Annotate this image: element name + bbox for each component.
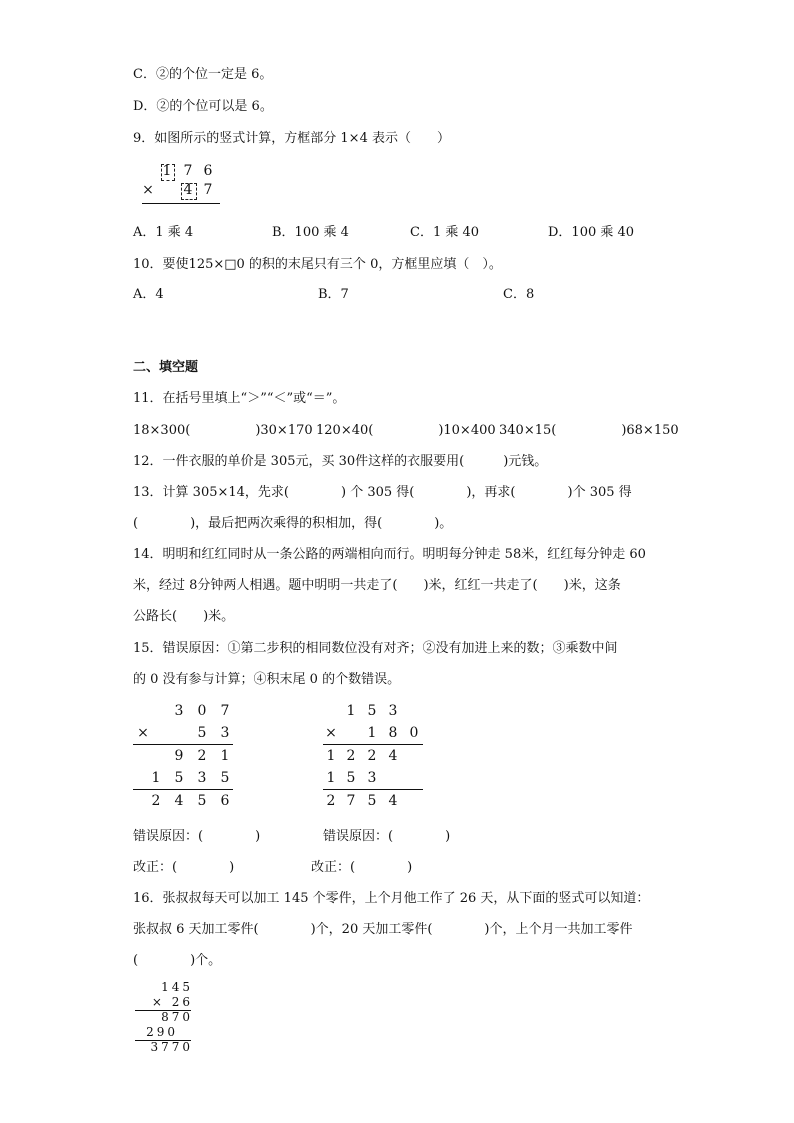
calc-digit: 1 bbox=[367, 725, 377, 741]
calc-rule bbox=[323, 744, 423, 745]
q15-fix-2: 改正：( ) bbox=[311, 860, 413, 875]
calc-digit: 3 bbox=[197, 770, 207, 786]
calc-digit: 2 bbox=[367, 748, 377, 764]
q10-option-b: B．7 bbox=[318, 287, 349, 302]
q10-option-a: A．4 bbox=[133, 287, 164, 302]
q9-digit: 7 bbox=[183, 163, 193, 179]
q11-stem: 11．在括号里填上“＞”“＜”或“＝”。 bbox=[133, 391, 346, 406]
calc-times-sign: × bbox=[325, 725, 337, 741]
calc-digit: 3 bbox=[174, 703, 184, 719]
calc-digit: 3 bbox=[367, 770, 377, 786]
q15-reason-1: 错误原因：( ) bbox=[133, 829, 261, 844]
q14-line-1: 14．明明和红红同时从一条公路的两端相向而行。明明每分钟走 58米，红红每分钟走 60 bbox=[133, 547, 646, 562]
q15-calc-2 bbox=[323, 702, 427, 812]
calc-times-sign: × bbox=[137, 725, 149, 741]
calc-digit: 5 bbox=[174, 770, 184, 786]
calc-rule bbox=[133, 789, 233, 790]
q13-line-1: 13．计算 305×14，先求( ) 个 305 得( )，再求( )个 305 得 bbox=[133, 485, 632, 500]
calc-row: 870 bbox=[161, 1010, 193, 1024]
calc-digit: 4 bbox=[388, 793, 398, 809]
q14-line-2: 米，经过 8分钟两人相遇。题中明明一共走了( )米，红红一共走了( )米，这条 bbox=[133, 578, 621, 593]
calc-row: 290 bbox=[146, 1025, 178, 1039]
q9-digit: 6 bbox=[203, 163, 213, 179]
q11-item-2: 120×40( )10×400 bbox=[316, 423, 496, 438]
q12-text: 12．一件衣服的单价是 305元，买 30件这样的衣服要用( )元钱。 bbox=[133, 454, 548, 469]
calc-digit: 5 bbox=[197, 793, 207, 809]
q9-option-d: D．100 乘 40 bbox=[548, 225, 635, 240]
calc-digit: 6 bbox=[220, 793, 230, 809]
calc-digit: 5 bbox=[367, 703, 377, 719]
calc-row: 145 bbox=[161, 980, 193, 994]
q15-calc-1 bbox=[133, 702, 237, 812]
calc-digit: 9 bbox=[174, 748, 184, 764]
calc-digit: 5 bbox=[346, 770, 356, 786]
calc-digit: 0 bbox=[197, 703, 207, 719]
q9-times-sign: × bbox=[142, 182, 154, 198]
calc-digit: 7 bbox=[220, 703, 230, 719]
q9-option-b: B．100 乘 4 bbox=[272, 225, 349, 240]
q8-option-c: C．②的个位一定是 6。 bbox=[133, 67, 273, 82]
q16-line-3: ( )个。 bbox=[133, 953, 222, 968]
calc-rule bbox=[323, 789, 423, 790]
calc-digit: 2 bbox=[326, 793, 336, 809]
calc-digit: 3 bbox=[388, 703, 398, 719]
section-title: 二、填空题 bbox=[133, 360, 199, 375]
calc-digit: 7 bbox=[346, 793, 356, 809]
q16-line-2: 张叔叔 6 天加工零件( )个，20 天加工零件( )个，上个月一共加工零件 bbox=[133, 922, 633, 937]
q16-line-1: 16．张叔叔每天可以加工 145 个零件，上个月他工作了 26 天，从下面的竖式可以知道： bbox=[133, 891, 650, 906]
q9-figure bbox=[140, 162, 230, 210]
calc-row: × 26 bbox=[151, 995, 193, 1009]
calc-rule bbox=[133, 744, 233, 745]
q9-stem: 9．如图所示的竖式计算，方框部分 1×4 表示（ ） bbox=[133, 131, 450, 146]
calc-digit: 5 bbox=[220, 770, 230, 786]
q11-item-1: 18×300( )30×170 bbox=[133, 423, 313, 438]
q15-fix-1: 改正：( ) bbox=[133, 860, 235, 875]
q9-option-c: C．1 乘 40 bbox=[410, 225, 480, 240]
calc-digit: 1 bbox=[151, 770, 161, 786]
calc-digit: 1 bbox=[220, 748, 230, 764]
calc-digit: 2 bbox=[151, 793, 161, 809]
q13-line-2: ( )，最后把两次乘得的积相加，得( )。 bbox=[133, 516, 453, 531]
q9-option-a: A．1 乘 4 bbox=[133, 225, 194, 240]
q15-reason-2: 错误原因：( ) bbox=[323, 829, 451, 844]
calc-digit: 4 bbox=[388, 748, 398, 764]
calc-digit: 1 bbox=[326, 770, 336, 786]
q11-item-3: 340×15( )68×150 bbox=[499, 423, 679, 438]
calc-digit: 5 bbox=[197, 725, 207, 741]
q9-digit: 4 bbox=[183, 182, 193, 198]
calc-digit: 2 bbox=[197, 748, 207, 764]
q14-line-3: 公路长( )米。 bbox=[133, 609, 235, 624]
calc-digit: 5 bbox=[367, 793, 377, 809]
calc-digit: 1 bbox=[346, 703, 356, 719]
q10-stem: 10．要使125×□0 的积的末尾只有三个 0，方框里应填（ ）。 bbox=[133, 257, 502, 272]
calc-digit: 4 bbox=[174, 793, 184, 809]
calc-digit: 3 bbox=[220, 725, 230, 741]
q16-calc bbox=[133, 980, 193, 1056]
q8-option-d: D．②的个位可以是 6。 bbox=[133, 99, 273, 114]
calc-digit: 8 bbox=[388, 725, 398, 741]
q10-option-c: C．8 bbox=[503, 287, 535, 302]
q15-line-2: 的 0 没有参与计算；④积末尾 0 的个数错误。 bbox=[133, 672, 401, 687]
calc-digit: 2 bbox=[346, 748, 356, 764]
q15-line-1: 15．错误原因：①第二步积的相同数位没有对齐；②没有加进上来的数；③乘数中间 bbox=[133, 641, 618, 656]
q9-rule bbox=[142, 203, 220, 204]
q9-digit: 1 bbox=[162, 163, 172, 179]
q9-digit: 7 bbox=[203, 182, 213, 198]
calc-row: 3770 bbox=[150, 1040, 193, 1054]
calc-digit: 0 bbox=[409, 725, 419, 741]
calc-digit: 1 bbox=[326, 748, 336, 764]
